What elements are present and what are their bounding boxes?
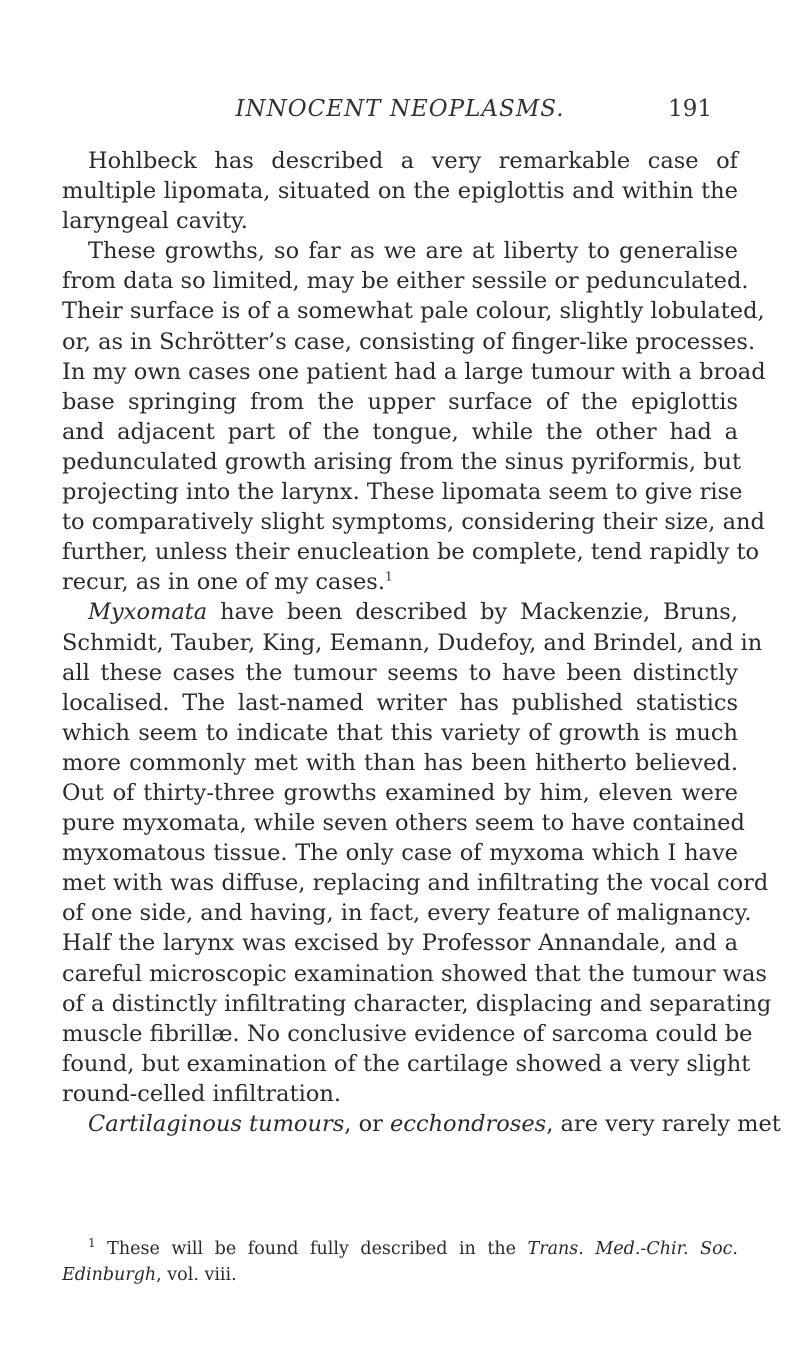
text-line: of one side, and having, in fact, every feature of malignancy. bbox=[62, 900, 752, 927]
footnote-reference: 1 bbox=[385, 569, 393, 584]
text-line: Out of thirty-three growths examined by him, eleven were bbox=[62, 779, 738, 806]
italic-term: Cartilaginous tumours bbox=[88, 1111, 345, 1137]
text-line: or, as in Schrötter’s case, consisting of finger-like processes. bbox=[62, 328, 756, 355]
page-header bbox=[0, 96, 800, 132]
footnote bbox=[62, 1236, 738, 1288]
text-line: of a distinctly infiltrating character, displacing and separating bbox=[62, 990, 772, 1017]
text-line: more commonly met with than has been hitherto believed. bbox=[62, 749, 738, 776]
text-line: all these cases the tumour seems to have been distinctly bbox=[62, 659, 738, 686]
text-segment: have been described by Mackenzie, Bruns, bbox=[207, 599, 738, 626]
footnote-line bbox=[62, 1262, 738, 1288]
footnote-text: , vol. viii. bbox=[156, 1265, 237, 1285]
text-line: Half the larynx was excised by Professor Annandale, and a bbox=[62, 930, 738, 957]
text-line bbox=[62, 567, 738, 597]
text-line: and adjacent part of the tongue, while the other had a bbox=[62, 418, 738, 445]
text-line: Their surface is of a somewhat pale colour, slightly lobulated, bbox=[62, 298, 765, 325]
text-line: localised. The last-named writer has published statistics bbox=[62, 689, 738, 716]
text-line: careful microscopic examination showed that the tumour was bbox=[62, 960, 767, 987]
text-line: from data so limited, may be either sessile or pedunculated. bbox=[62, 268, 749, 295]
text-line: projecting into the larynx. These lipomata seem to give rise bbox=[62, 479, 743, 506]
text-line: which seem to indicate that this variety of growth is much bbox=[62, 719, 738, 746]
footnote-marker: 1 bbox=[88, 1236, 96, 1251]
text-segment: , are very rarely met bbox=[546, 1111, 781, 1137]
page-number: 191 bbox=[668, 96, 712, 122]
text-line: These growths, so far as we are at liberty to generalise bbox=[88, 238, 738, 265]
text-line: Hohlbeck has described a very remarkable case of bbox=[88, 148, 738, 174]
text-segment: recur, as in one of my cases. bbox=[62, 569, 386, 596]
text-line: multiple lipomata, situated on the epiglottis and within the bbox=[62, 178, 738, 205]
text-line: found, but examination of the cartilage showed a very slight bbox=[62, 1050, 751, 1077]
text-line: met with was diffuse, replacing and infiltrating the vocal cord bbox=[62, 870, 769, 897]
text-line bbox=[62, 1109, 781, 1139]
text-line: In my own cases one patient had a large tumour with a broad bbox=[62, 358, 766, 385]
footnote-text: These will be found fully described in the bbox=[95, 1239, 528, 1259]
text-line: to comparatively slight symptoms, considering their size, and bbox=[62, 509, 765, 536]
text-line: pure myxomata, while seven others seem to have contained bbox=[62, 810, 745, 837]
text-line: further, unless their enucleation be complete, tend rapidly to bbox=[62, 539, 760, 566]
footnote-journal-place: Edinburgh bbox=[62, 1265, 157, 1285]
text-line: base springing from the upper surface of the epiglottis bbox=[62, 388, 738, 415]
text-line: Schmidt, Tauber, King, Eemann, Dudefoy, and Brindel, and in bbox=[62, 629, 763, 656]
text-line: myxomatous tissue. The only case of myxoma which I have bbox=[62, 840, 738, 867]
text-segment: , or bbox=[344, 1111, 391, 1137]
text-line: round-celled infiltration. bbox=[62, 1080, 341, 1107]
text-line: muscle fibrillæ. No conclusive evidence of sarcoma could be bbox=[62, 1020, 753, 1047]
running-title: INNOCENT NEOPLASMS. bbox=[235, 96, 565, 122]
italic-term: ecchondroses bbox=[390, 1111, 547, 1137]
footnote-journal: Trans. Med.-Chir. Soc. bbox=[527, 1239, 738, 1259]
body-text bbox=[62, 146, 781, 1139]
text-line: pedunculated growth arising from the sinus pyriformis, but bbox=[62, 448, 742, 475]
italic-term: Myxomata bbox=[88, 599, 208, 626]
footnote-line bbox=[62, 1236, 738, 1262]
text-line bbox=[62, 597, 738, 627]
text-line: laryngeal cavity. bbox=[62, 208, 248, 235]
